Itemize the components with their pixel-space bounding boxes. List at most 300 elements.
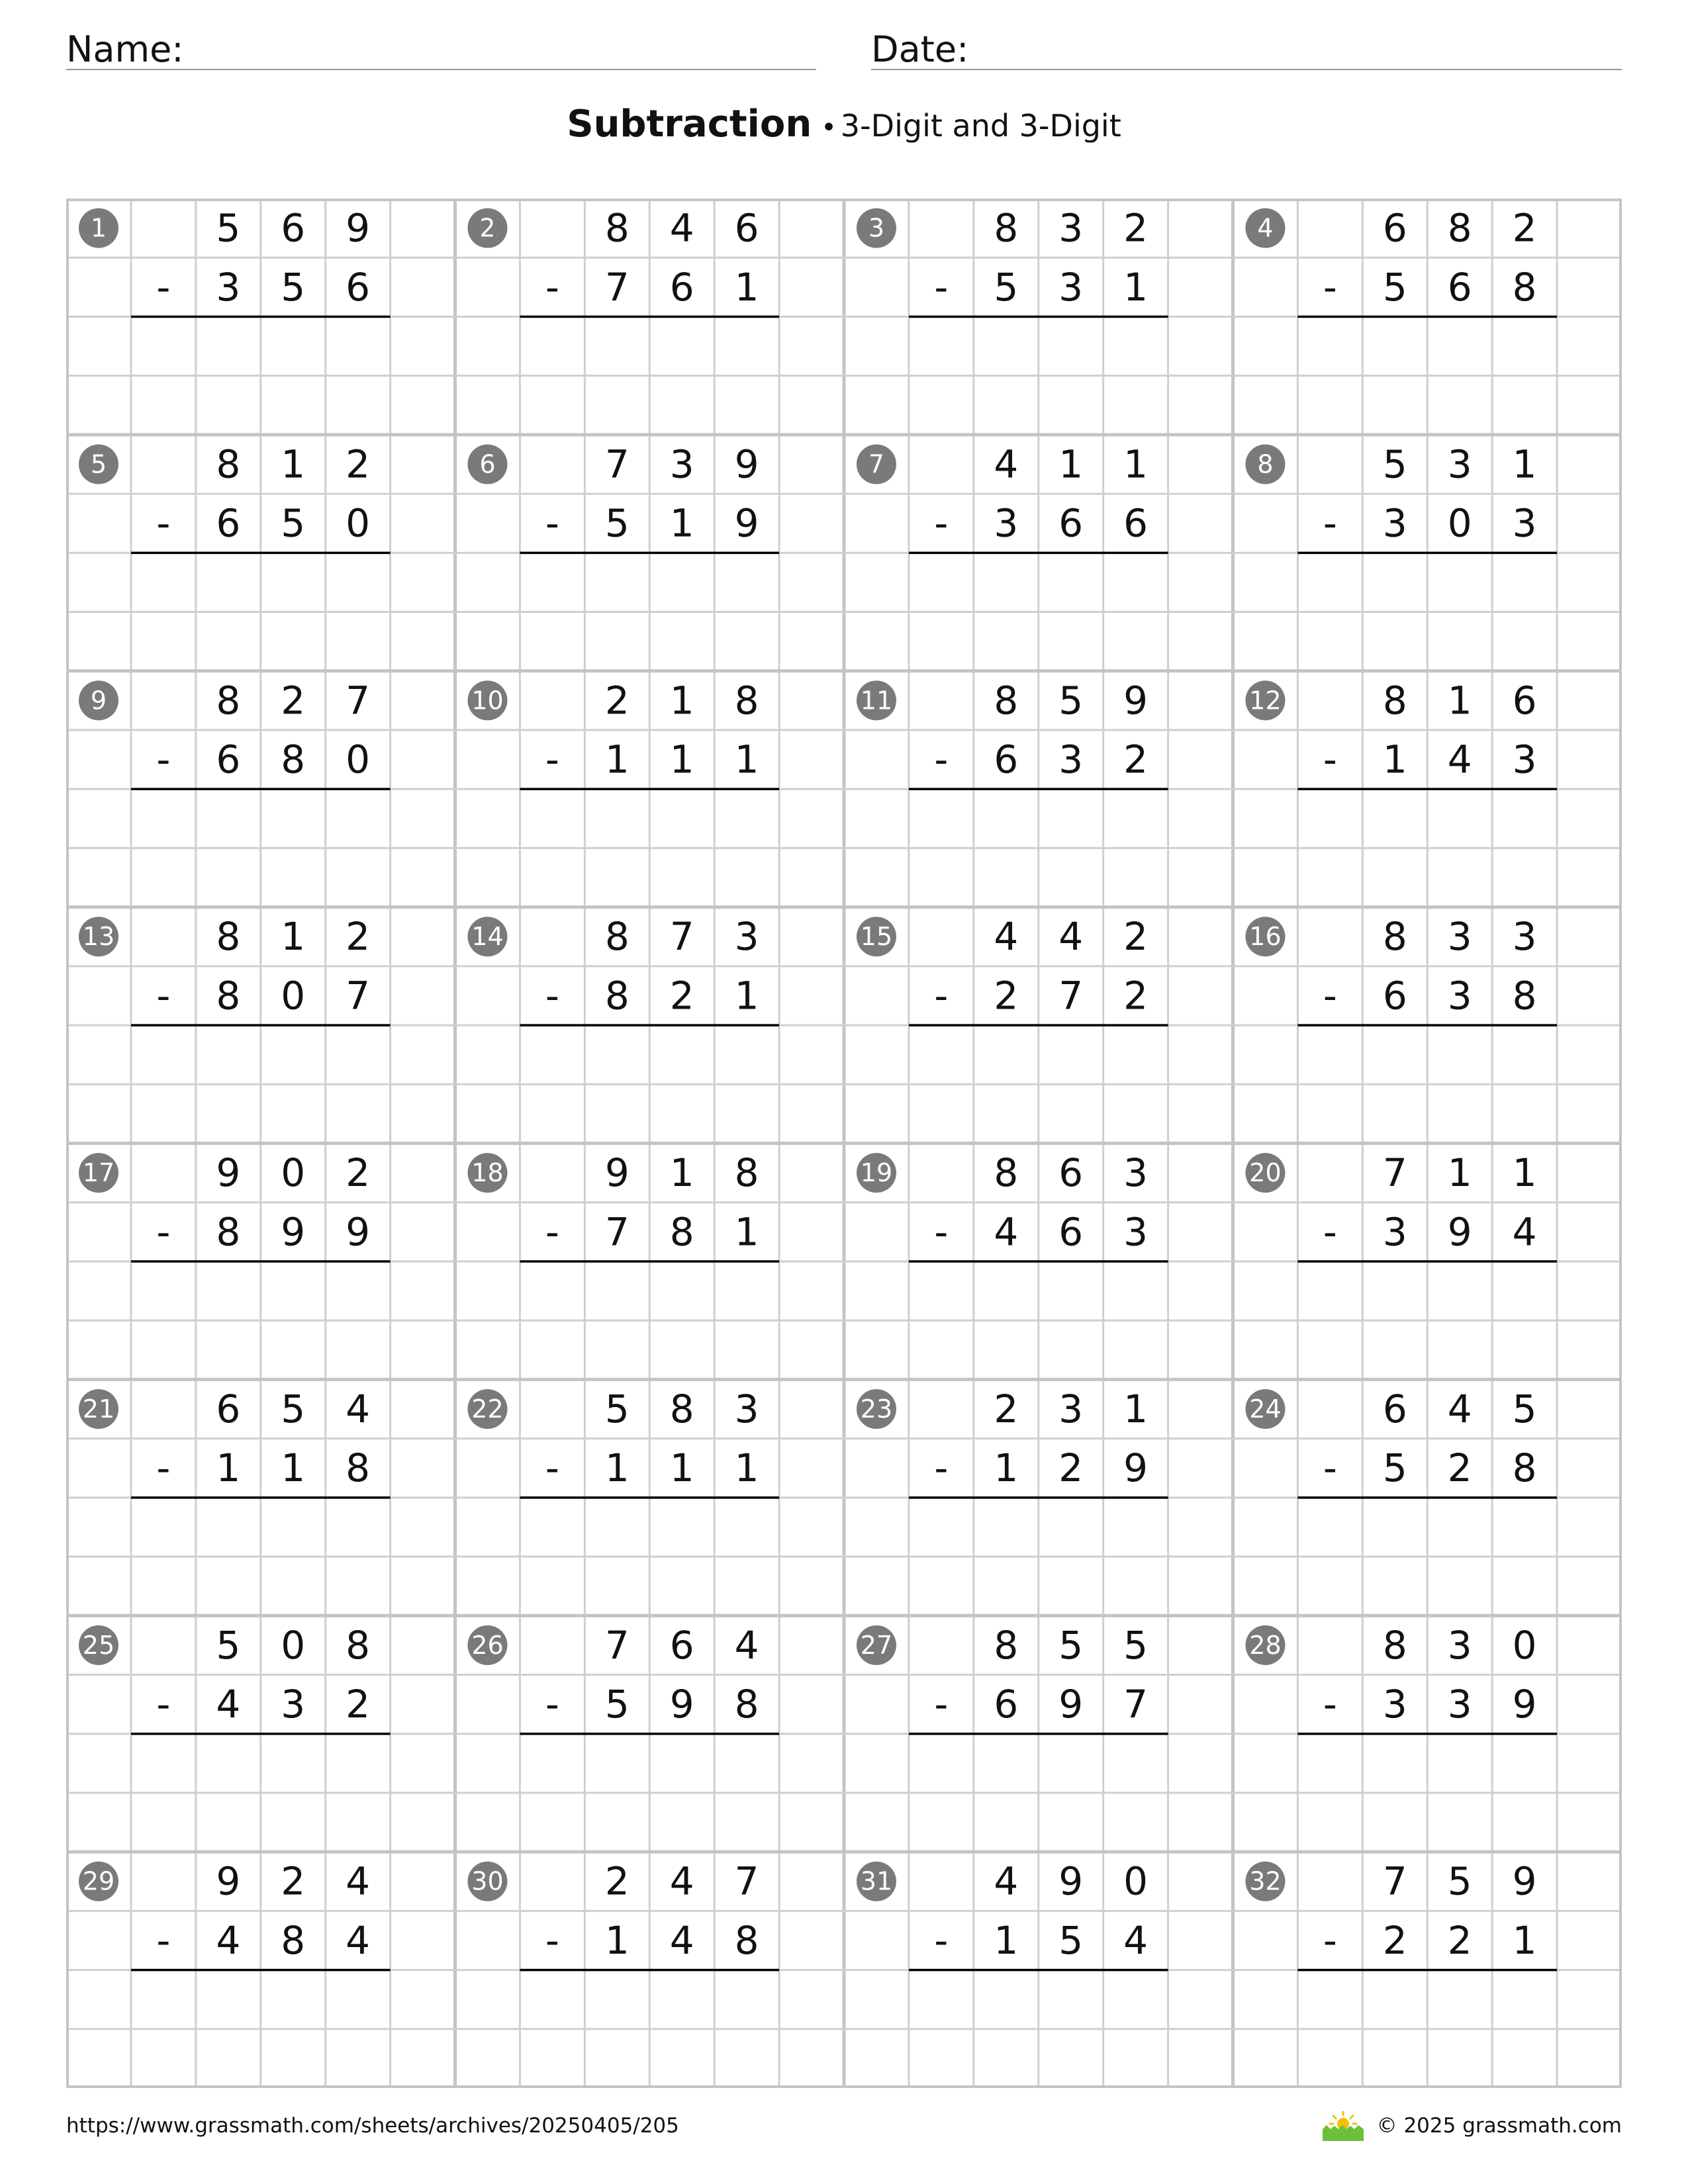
top-digit: 5 xyxy=(1058,1622,1084,1668)
top-digit: 8 xyxy=(1447,205,1472,251)
bottom-digit: 3 xyxy=(994,500,1019,546)
bottom-digit: 3 xyxy=(1382,1682,1407,1727)
bottom-digit: 3 xyxy=(281,1682,306,1727)
minus-sign: - xyxy=(545,973,559,1019)
top-digit: 1 xyxy=(1123,441,1149,487)
problem-9 xyxy=(79,678,391,848)
top-digit: 4 xyxy=(346,1386,371,1432)
answer-area[interactable] xyxy=(1297,1970,1557,2029)
top-digit: 3 xyxy=(669,441,694,487)
bottom-digit: 1 xyxy=(734,264,759,310)
problem-18 xyxy=(467,1150,779,1320)
minus-sign: - xyxy=(545,500,559,546)
top-digit: 7 xyxy=(604,1622,630,1668)
bottom-digit: 8 xyxy=(281,1917,306,1963)
top-digit: 1 xyxy=(281,441,306,487)
answer-area[interactable] xyxy=(520,316,779,375)
bottom-digit: 0 xyxy=(346,737,371,782)
bottom-digit: 1 xyxy=(604,1917,630,1963)
minus-sign: - xyxy=(934,1682,949,1727)
bottom-digit: 2 xyxy=(1123,973,1149,1019)
top-digit: 4 xyxy=(346,1858,371,1904)
bottom-digit: 5 xyxy=(604,500,630,546)
answer-area[interactable] xyxy=(520,789,779,848)
top-digit: 7 xyxy=(604,441,630,487)
problem-number: 4 xyxy=(1257,213,1274,243)
answer-area[interactable] xyxy=(909,1498,1168,1557)
top-digit: 9 xyxy=(734,441,759,487)
top-digit: 6 xyxy=(1058,1150,1084,1196)
bottom-digit: 6 xyxy=(994,737,1019,782)
bottom-digit: 6 xyxy=(216,737,241,782)
footer-copyright: © 2025 grassmath.com xyxy=(1376,2113,1622,2138)
bottom-digit: 1 xyxy=(1123,264,1149,310)
top-digit: 9 xyxy=(1512,1858,1537,1904)
bottom-digit: 7 xyxy=(1123,1682,1149,1727)
top-digit: 1 xyxy=(669,1150,694,1196)
top-digit: 3 xyxy=(1058,1386,1084,1432)
bottom-digit: 2 xyxy=(1123,737,1149,782)
problem-21 xyxy=(79,1387,391,1557)
bottom-digit: 1 xyxy=(669,500,694,546)
top-digit: 8 xyxy=(734,678,759,723)
minus-sign: - xyxy=(156,737,171,782)
top-digit: 8 xyxy=(994,1622,1019,1668)
problem-26 xyxy=(467,1623,779,1793)
top-digit: 8 xyxy=(994,205,1019,251)
top-digit: 3 xyxy=(1447,441,1472,487)
top-digit: 8 xyxy=(216,441,241,487)
footer-url[interactable]: https://www.grassmath.com/sheets/archives/20250405/205 xyxy=(66,2114,679,2138)
bottom-digit: 4 xyxy=(669,1917,694,1963)
answer-area[interactable] xyxy=(131,1261,391,1320)
top-digit: 2 xyxy=(346,1150,371,1196)
problem-number: 2 xyxy=(479,213,496,243)
bottom-digit: 6 xyxy=(1058,1209,1084,1255)
problem-13 xyxy=(79,914,391,1084)
bottom-digit: 9 xyxy=(734,500,759,546)
problem-31 xyxy=(857,1859,1168,2029)
bottom-digit: 6 xyxy=(994,1682,1019,1727)
problem-12 xyxy=(1245,678,1557,848)
problem-number: 15 xyxy=(860,922,893,952)
top-digit: 4 xyxy=(1447,1386,1472,1432)
top-digit: 3 xyxy=(1058,205,1084,251)
bottom-digit: 3 xyxy=(1058,737,1084,782)
problem-5 xyxy=(79,441,391,612)
bottom-digit: 3 xyxy=(1058,264,1084,310)
answer-area[interactable] xyxy=(131,1734,391,1793)
problem-number: 7 xyxy=(868,449,885,479)
top-digit: 2 xyxy=(1123,205,1149,251)
problem-15 xyxy=(857,914,1168,1084)
top-digit: 3 xyxy=(734,1386,759,1432)
bottom-digit: 9 xyxy=(1123,1445,1149,1491)
problem-19 xyxy=(857,1150,1168,1320)
bottom-digit: 0 xyxy=(281,973,306,1019)
bottom-digit: 5 xyxy=(281,264,306,310)
top-digit: 4 xyxy=(994,441,1019,487)
bottom-digit: 6 xyxy=(669,264,694,310)
bottom-digit: 7 xyxy=(604,1209,630,1255)
problem-8 xyxy=(1245,441,1557,612)
answer-area[interactable] xyxy=(520,1261,779,1320)
bottom-digit: 3 xyxy=(1512,500,1537,546)
answer-area[interactable] xyxy=(1297,1734,1557,1793)
grass-sun-logo-icon xyxy=(1320,2109,1366,2142)
problem-11 xyxy=(857,678,1168,848)
problem-29 xyxy=(79,1859,391,2029)
bottom-digit: 2 xyxy=(669,973,694,1019)
problem-number: 8 xyxy=(1257,449,1274,479)
problem-number: 16 xyxy=(1249,922,1282,952)
problem-number: 28 xyxy=(1249,1630,1282,1660)
answer-area[interactable] xyxy=(1297,553,1557,612)
top-digit: 4 xyxy=(669,1858,694,1904)
top-digit: 0 xyxy=(1123,1858,1149,1904)
minus-sign: - xyxy=(1323,500,1337,546)
bottom-digit: 6 xyxy=(1058,500,1084,546)
top-digit: 8 xyxy=(216,914,241,960)
bottom-digit: 4 xyxy=(216,1917,241,1963)
problem-number: 30 xyxy=(471,1866,504,1896)
top-digit: 8 xyxy=(994,1150,1019,1196)
top-digit: 3 xyxy=(1447,914,1472,960)
top-digit: 3 xyxy=(1123,1150,1149,1196)
top-digit: 5 xyxy=(1512,1386,1537,1432)
top-digit: 7 xyxy=(346,678,371,723)
answer-area[interactable] xyxy=(131,553,391,612)
top-digit: 0 xyxy=(281,1150,306,1196)
bottom-digit: 7 xyxy=(604,264,630,310)
bottom-digit: 2 xyxy=(1382,1917,1407,1963)
minus-sign: - xyxy=(934,973,949,1019)
problem-number: 12 xyxy=(1249,686,1282,715)
top-digit: 6 xyxy=(1382,1386,1407,1432)
problem-14 xyxy=(467,914,779,1084)
bottom-digit: 4 xyxy=(1447,737,1472,782)
top-digit: 7 xyxy=(669,914,694,960)
top-digit: 8 xyxy=(734,1150,759,1196)
top-digit: 6 xyxy=(669,1622,694,1668)
bottom-digit: 8 xyxy=(346,1445,371,1491)
problem-number: 17 xyxy=(82,1158,115,1188)
top-digit: 3 xyxy=(734,914,759,960)
problem-number: 10 xyxy=(471,686,504,715)
problem-22 xyxy=(467,1387,779,1557)
top-digit: 1 xyxy=(281,914,306,960)
bottom-digit: 2 xyxy=(346,1682,371,1727)
bottom-digit: 6 xyxy=(1123,500,1149,546)
bottom-digit: 5 xyxy=(1058,1917,1084,1963)
bottom-digit: 6 xyxy=(1382,973,1407,1019)
answer-area[interactable] xyxy=(909,553,1168,612)
bottom-digit: 1 xyxy=(1512,1917,1537,1963)
problem-24 xyxy=(1245,1387,1557,1557)
minus-sign: - xyxy=(545,1445,559,1491)
problem-number: 24 xyxy=(1249,1394,1282,1424)
answer-area[interactable] xyxy=(1297,1025,1557,1084)
bottom-digit: 7 xyxy=(346,973,371,1019)
bottom-digit: 3 xyxy=(1447,973,1472,1019)
bottom-digit: 8 xyxy=(1512,264,1537,310)
bottom-digit: 3 xyxy=(1447,1682,1472,1727)
top-digit: 9 xyxy=(216,1150,241,1196)
problem-4 xyxy=(1245,206,1557,376)
problem-2 xyxy=(467,206,779,376)
minus-sign: - xyxy=(156,1209,171,1255)
top-digit: 2 xyxy=(346,441,371,487)
bottom-digit: 0 xyxy=(346,500,371,546)
problem-17 xyxy=(79,1150,391,1320)
problem-number: 29 xyxy=(82,1866,115,1896)
answer-area[interactable] xyxy=(909,1261,1168,1320)
top-digit: 8 xyxy=(1382,1622,1407,1668)
top-digit: 5 xyxy=(1447,1858,1472,1904)
top-digit: 8 xyxy=(346,1622,371,1668)
top-digit: 8 xyxy=(994,678,1019,723)
top-digit: 5 xyxy=(1123,1622,1149,1668)
top-digit: 9 xyxy=(1058,1858,1084,1904)
name-label: Name: xyxy=(66,28,184,70)
bottom-digit: 1 xyxy=(216,1445,241,1491)
bottom-digit: 1 xyxy=(994,1445,1019,1491)
minus-sign: - xyxy=(545,1209,559,1255)
problem-number: 18 xyxy=(471,1158,504,1188)
answer-area[interactable] xyxy=(909,316,1168,375)
bottom-digit: 5 xyxy=(994,264,1019,310)
answer-area[interactable] xyxy=(1297,1498,1557,1557)
problem-number: 3 xyxy=(868,213,885,243)
bottom-digit: 1 xyxy=(604,737,630,782)
top-digit: 6 xyxy=(1382,205,1407,251)
top-digit: 7 xyxy=(734,1858,759,1904)
problem-number: 14 xyxy=(471,922,504,952)
problem-number: 25 xyxy=(82,1630,115,1660)
top-digit: 5 xyxy=(1382,441,1407,487)
top-digit: 2 xyxy=(1512,205,1537,251)
problem-6 xyxy=(467,441,779,612)
top-digit: 2 xyxy=(281,678,306,723)
problem-number: 11 xyxy=(860,686,893,715)
answer-area[interactable] xyxy=(131,1970,391,2029)
minus-sign: - xyxy=(156,264,171,310)
bottom-digit: 8 xyxy=(1512,973,1537,1019)
bottom-digit: 4 xyxy=(346,1917,371,1963)
minus-sign: - xyxy=(934,264,949,310)
bottom-digit: 2 xyxy=(1447,1917,1472,1963)
answer-area[interactable] xyxy=(520,1734,779,1793)
bottom-digit: 4 xyxy=(1512,1209,1537,1255)
bottom-digit: 1 xyxy=(669,737,694,782)
problem-number: 31 xyxy=(860,1866,893,1896)
bottom-digit: 9 xyxy=(1058,1682,1084,1727)
problem-7 xyxy=(857,441,1168,612)
top-digit: 1 xyxy=(1512,1150,1537,1196)
date-field[interactable] xyxy=(871,20,1622,70)
minus-sign: - xyxy=(1323,264,1337,310)
problem-number: 19 xyxy=(860,1158,893,1188)
top-digit: 9 xyxy=(1123,678,1149,723)
problem-number: 20 xyxy=(1249,1158,1282,1188)
bottom-digit: 8 xyxy=(734,1917,759,1963)
answer-area[interactable] xyxy=(909,1025,1168,1084)
bottom-digit: 5 xyxy=(281,500,306,546)
problem-number: 1 xyxy=(90,213,107,243)
top-digit: 0 xyxy=(1512,1622,1537,1668)
top-digit: 6 xyxy=(281,205,306,251)
top-digit: 8 xyxy=(604,914,630,960)
bottom-digit: 9 xyxy=(669,1682,694,1727)
top-digit: 4 xyxy=(1058,914,1084,960)
bottom-digit: 8 xyxy=(216,1209,241,1255)
bottom-digit: 3 xyxy=(1382,500,1407,546)
top-digit: 6 xyxy=(216,1386,241,1432)
bottom-digit: 2 xyxy=(1058,1445,1084,1491)
top-digit: 4 xyxy=(669,205,694,251)
bottom-digit: 8 xyxy=(669,1209,694,1255)
problem-30 xyxy=(467,1859,779,2029)
bottom-digit: 1 xyxy=(1382,737,1407,782)
bottom-digit: 4 xyxy=(994,1209,1019,1255)
answer-area[interactable] xyxy=(1297,1261,1557,1320)
bottom-digit: 8 xyxy=(216,973,241,1019)
worksheet-title xyxy=(0,103,1688,146)
answer-area[interactable] xyxy=(131,316,391,375)
minus-sign: - xyxy=(156,1682,171,1727)
top-digit: 2 xyxy=(281,1858,306,1904)
bottom-digit: 6 xyxy=(216,500,241,546)
problem-number: 9 xyxy=(90,686,107,715)
top-digit: 7 xyxy=(1382,1858,1407,1904)
name-field[interactable] xyxy=(66,20,816,70)
minus-sign: - xyxy=(156,973,171,1019)
problem-16 xyxy=(1245,914,1557,1084)
answer-area[interactable] xyxy=(909,789,1168,848)
bottom-digit: 9 xyxy=(346,1209,371,1255)
top-digit: 2 xyxy=(346,914,371,960)
minus-sign: - xyxy=(156,500,171,546)
answer-area[interactable] xyxy=(520,1025,779,1084)
top-digit: 3 xyxy=(1447,1622,1472,1668)
minus-sign: - xyxy=(156,1917,171,1963)
answer-area[interactable] xyxy=(520,1498,779,1557)
bottom-digit: 9 xyxy=(1512,1682,1537,1727)
top-digit: 9 xyxy=(604,1150,630,1196)
bottom-digit: 8 xyxy=(1512,1445,1537,1491)
top-digit: 3 xyxy=(1512,914,1537,960)
problem-27 xyxy=(857,1623,1168,1793)
top-digit: 1 xyxy=(1512,441,1537,487)
top-digit: 6 xyxy=(1512,678,1537,723)
bottom-digit: 1 xyxy=(669,1445,694,1491)
top-digit: 7 xyxy=(1382,1150,1407,1196)
top-digit: 5 xyxy=(216,205,241,251)
minus-sign: - xyxy=(545,1917,559,1963)
top-digit: 2 xyxy=(994,1386,1019,1432)
top-digit: 8 xyxy=(216,678,241,723)
top-digit: 5 xyxy=(1058,678,1084,723)
top-digit: 5 xyxy=(216,1622,241,1668)
top-digit: 1 xyxy=(1447,1150,1472,1196)
minus-sign: - xyxy=(156,1445,171,1491)
bottom-digit: 3 xyxy=(1512,737,1537,782)
top-digit: 1 xyxy=(1058,441,1084,487)
bottom-digit: 6 xyxy=(1447,264,1472,310)
top-digit: 4 xyxy=(994,914,1019,960)
problem-20 xyxy=(1245,1150,1557,1320)
answer-area[interactable] xyxy=(1297,789,1557,848)
problem-number: 6 xyxy=(479,449,496,479)
top-digit: 4 xyxy=(994,1858,1019,1904)
minus-sign: - xyxy=(1323,973,1337,1019)
problem-number: 13 xyxy=(82,922,115,952)
bottom-digit: 5 xyxy=(604,1682,630,1727)
bottom-digit: 5 xyxy=(1382,1445,1407,1491)
top-digit: 1 xyxy=(1123,1386,1149,1432)
minus-sign: - xyxy=(934,1917,949,1963)
answer-area[interactable] xyxy=(1297,316,1557,375)
bottom-digit: 1 xyxy=(734,973,759,1019)
problem-23 xyxy=(857,1387,1168,1557)
bottom-digit: 9 xyxy=(281,1209,306,1255)
answer-area[interactable] xyxy=(131,1498,391,1557)
answer-area[interactable] xyxy=(131,1025,391,1084)
date-label: Date: xyxy=(871,28,969,70)
answer-area[interactable] xyxy=(520,553,779,612)
bottom-digit: 1 xyxy=(281,1445,306,1491)
top-digit: 8 xyxy=(1382,914,1407,960)
minus-sign: - xyxy=(934,500,949,546)
problem-number: 23 xyxy=(860,1394,893,1424)
problem-number: 27 xyxy=(860,1630,893,1660)
bottom-digit: 3 xyxy=(216,264,241,310)
minus-sign: - xyxy=(1323,1209,1337,1255)
bottom-digit: 4 xyxy=(1123,1917,1149,1963)
answer-area[interactable] xyxy=(909,1970,1168,2029)
minus-sign: - xyxy=(934,1445,949,1491)
minus-sign: - xyxy=(934,737,949,782)
top-digit: 8 xyxy=(669,1386,694,1432)
problem-number: 22 xyxy=(471,1394,504,1424)
problem-3 xyxy=(857,206,1168,376)
bottom-digit: 3 xyxy=(1123,1209,1149,1255)
answer-area[interactable] xyxy=(520,1970,779,2029)
problem-28 xyxy=(1245,1623,1557,1793)
minus-sign: - xyxy=(545,737,559,782)
bottom-digit: 2 xyxy=(994,973,1019,1019)
minus-sign: - xyxy=(545,264,559,310)
title-main: Subtraction xyxy=(567,103,812,146)
bottom-digit: 8 xyxy=(604,973,630,1019)
bottom-digit: 7 xyxy=(1058,973,1084,1019)
top-digit: 5 xyxy=(604,1386,630,1432)
answer-area[interactable] xyxy=(909,1734,1168,1793)
bottom-digit: 8 xyxy=(734,1682,759,1727)
problem-number: 5 xyxy=(90,449,107,479)
bottom-digit: 0 xyxy=(1447,500,1472,546)
problem-32 xyxy=(1245,1859,1557,2029)
bottom-digit: 9 xyxy=(1447,1209,1472,1255)
bottom-digit: 3 xyxy=(1382,1209,1407,1255)
bottom-digit: 1 xyxy=(994,1917,1019,1963)
problem-number: 21 xyxy=(82,1394,115,1424)
answer-area[interactable] xyxy=(131,789,391,848)
minus-sign: - xyxy=(1323,1445,1337,1491)
top-digit: 5 xyxy=(281,1386,306,1432)
top-digit: 2 xyxy=(1123,914,1149,960)
bottom-digit: 2 xyxy=(1447,1445,1472,1491)
